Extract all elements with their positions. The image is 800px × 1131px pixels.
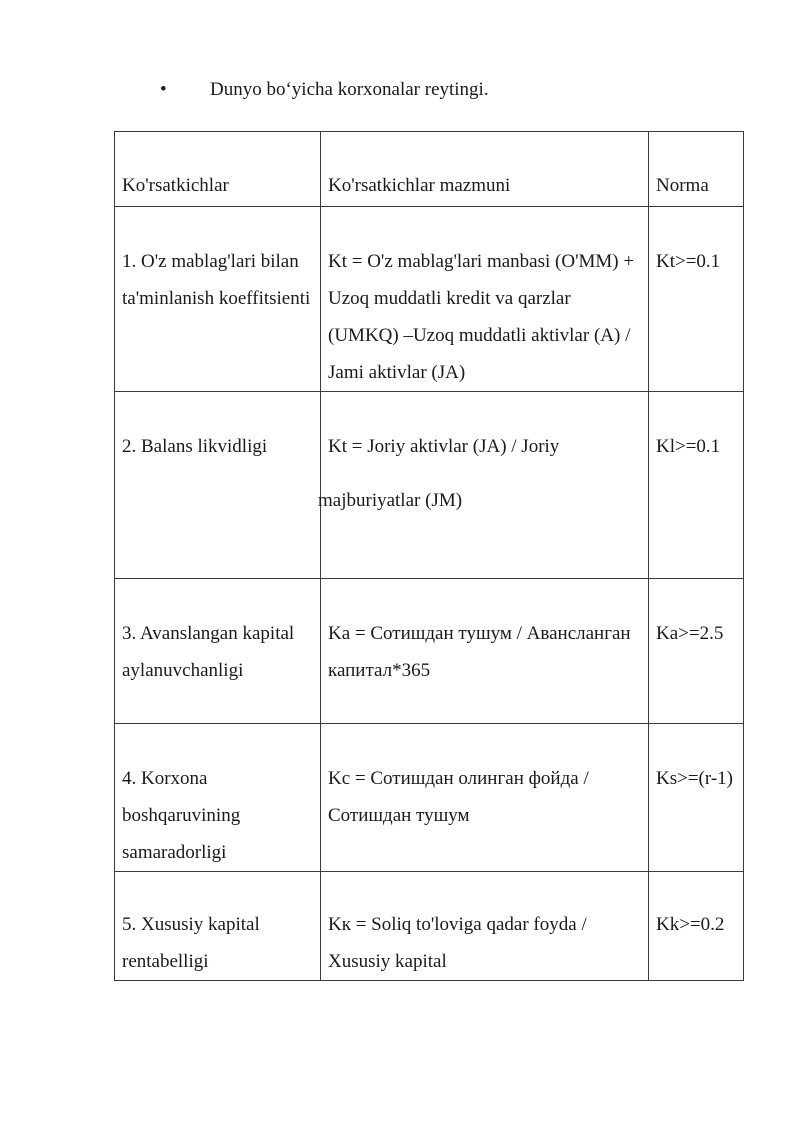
header-indicators: Ko'rsatkichlar xyxy=(115,132,321,207)
indicator-cell: 3. Avanslangan kapital aylanuvchanligi xyxy=(115,579,321,724)
table-row xyxy=(115,724,744,872)
header-norma: Norma xyxy=(649,132,744,207)
bullet-dot: • xyxy=(160,79,167,100)
table-row xyxy=(115,579,744,724)
norma-cell: Kt>=0.1 xyxy=(649,207,744,392)
formula-cell xyxy=(318,392,649,579)
indicator-cell: 2. Balans likvidligi xyxy=(115,392,321,579)
table-row xyxy=(115,392,744,579)
formula-line: Kt = Joriy aktivlar (JA) / Joriy xyxy=(328,436,560,457)
norma-cell: Kk>=0.2 xyxy=(649,872,744,981)
table-row xyxy=(115,872,744,981)
bullet-item xyxy=(160,76,489,104)
norma-cell: Ka>=2.5 xyxy=(649,579,744,724)
formula-cell: Ka = Сотишдан тушум / Авансланган капитал*365 xyxy=(321,579,649,724)
table-row xyxy=(115,207,744,392)
formula-cell: Kс = Сотишдан олинган фойда / Сотишдан тушум xyxy=(321,724,649,872)
bullet-text: Dunyo bo‘yicha korxonalar reytingi. xyxy=(210,79,489,100)
formula-cell: Kt = O'z mablag'lari manbasi (O'MM) + Uzoq muddatli kredit va qarzlar (UMKQ) –Uzoq muddatli aktivlar (A) / Jami aktivlar (JA) xyxy=(321,207,649,392)
norma-cell: Kl>=0.1 xyxy=(649,392,744,579)
indicator-cell: 5. Xususiy kapital rentabelligi xyxy=(115,872,321,981)
formula-line: majburiyatlar (JM) xyxy=(318,490,463,511)
indicator-cell: 4. Korxona boshqaruvining samaradorligi xyxy=(115,724,321,872)
indicators-table xyxy=(114,131,744,981)
header-content: Ko'rsatkichlar mazmuni xyxy=(321,132,649,207)
formula-cell: Kк = Soliq to'loviga qadar foyda / Xususiy kapital xyxy=(321,872,649,981)
norma-cell: Ks>=(r-1) xyxy=(649,724,744,872)
table-header-row xyxy=(115,132,744,207)
indicator-cell: 1. O'z mablag'lari bilan ta'minlanish koeffitsienti xyxy=(115,207,321,392)
